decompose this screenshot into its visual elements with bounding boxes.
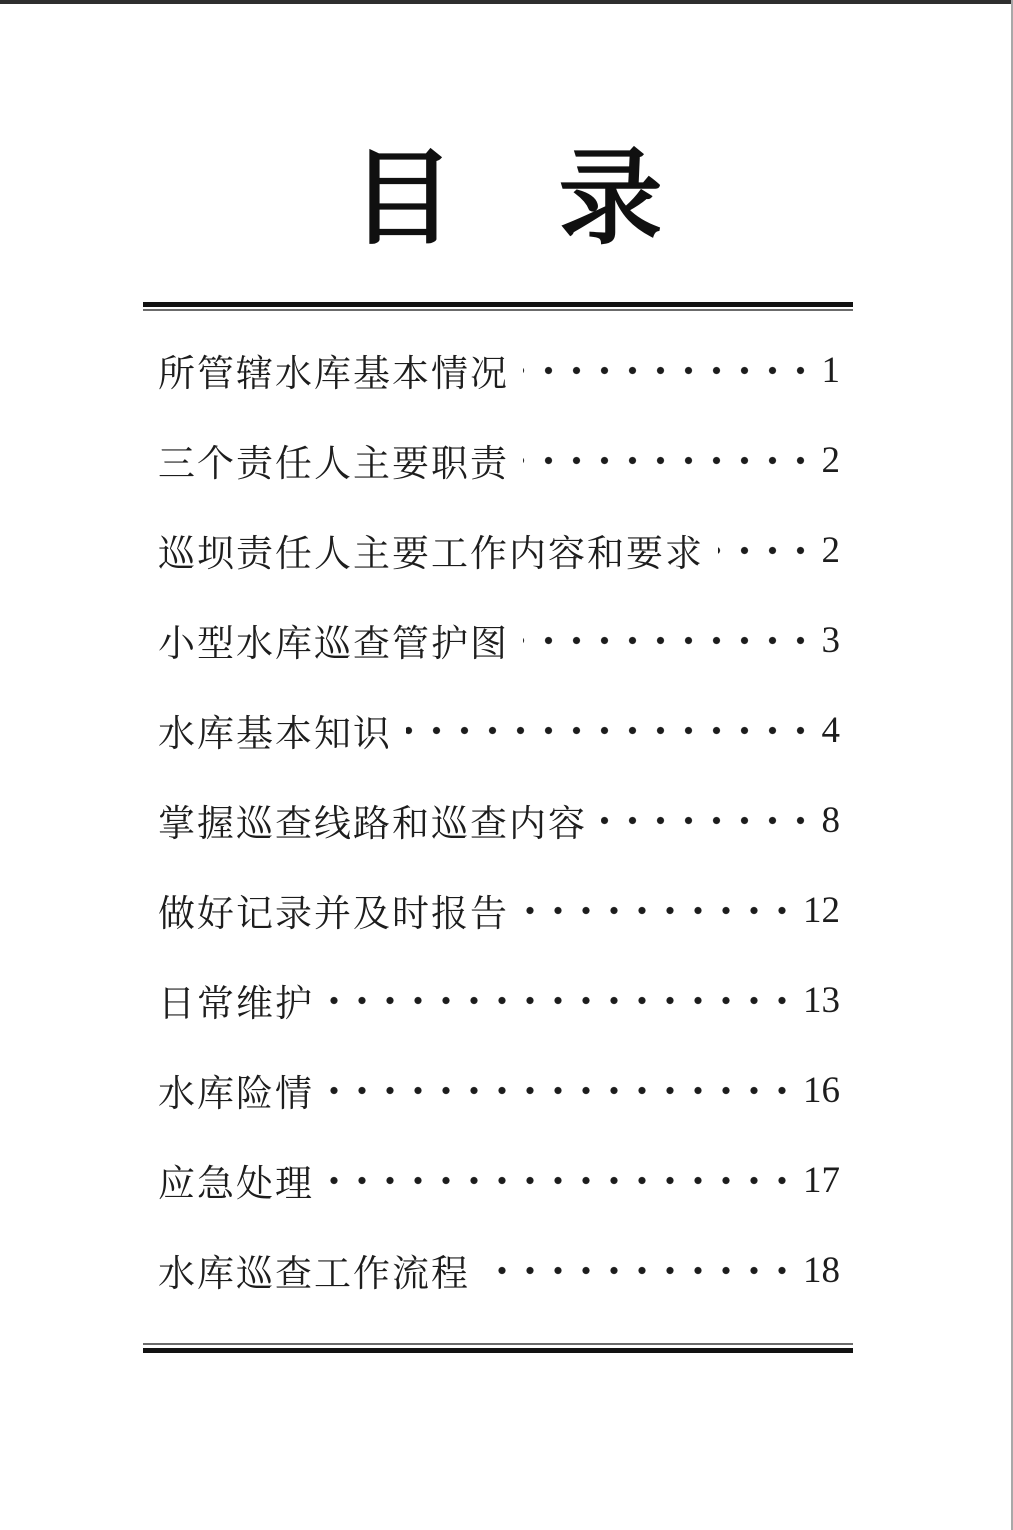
dot-leader [718,532,815,569]
bottom-divider-thick-line [143,1348,853,1353]
toc-row [0,325,1013,415]
dot-leader [601,802,815,839]
toc-entry-label: 水库基本知识 [158,714,392,755]
toc-entry-page-number: 16 [803,1069,840,1111]
dot-leader [523,622,815,659]
page-title: 目 录 [350,142,663,257]
top-divider-thin-line [143,309,853,311]
top-divider-rule [143,302,853,311]
bottom-divider-rule [143,1343,853,1353]
dot-leader [406,712,815,749]
toc-entry-label: 日常维护 [158,984,314,1025]
toc-row [0,775,1013,865]
toc-row [0,955,1013,1045]
toc-entry-page-number: 12 [803,889,840,931]
toc-entry-label: 做好记录并及时报告 [158,894,509,935]
toc-entry-page-number: 4 [821,709,840,751]
toc-entry-page-number: 18 [803,1249,840,1291]
dot-leader [484,1252,796,1289]
dot-leader [328,1072,796,1109]
toc-entry-label: 掌握巡查线路和巡查内容 [158,804,587,845]
toc-entry-label: 水库险情 [158,1074,314,1115]
toc-row [0,1135,1013,1225]
toc-entry-label: 三个责任人主要职责 [158,444,509,485]
dot-leader [328,982,796,1019]
dot-leader [523,442,815,479]
toc-row [0,415,1013,505]
dot-leader [328,1162,796,1199]
toc-entry-label: 应急处理 [158,1164,314,1205]
toc-entry-page-number: 8 [821,799,840,841]
dot-leader [523,892,796,929]
scan-artifact-top-edge [0,0,1013,4]
toc-entry-page-number: 2 [821,439,840,481]
toc-entry-page-number: 2 [821,529,840,571]
toc-entry-label: 巡坝责任人主要工作内容和要求 [158,534,704,575]
toc-row [0,505,1013,595]
toc-row [0,1045,1013,1135]
toc-entry-page-number: 3 [821,619,840,661]
toc-entry-label: 小型水库巡查管护图 [158,624,509,665]
toc-row [0,865,1013,955]
toc-list [0,325,1013,1315]
toc-entry-page-number: 17 [803,1159,840,1201]
toc-entry-page-number: 1 [821,349,840,391]
dot-leader [523,352,815,389]
toc-row [0,595,1013,685]
toc-row [0,1225,1013,1315]
toc-entry-page-number: 13 [803,979,840,1021]
toc-entry-label: 水库巡查工作流程 [158,1254,470,1295]
toc-entry-label: 所管辖水库基本情况 [158,354,509,395]
toc-row [0,685,1013,775]
